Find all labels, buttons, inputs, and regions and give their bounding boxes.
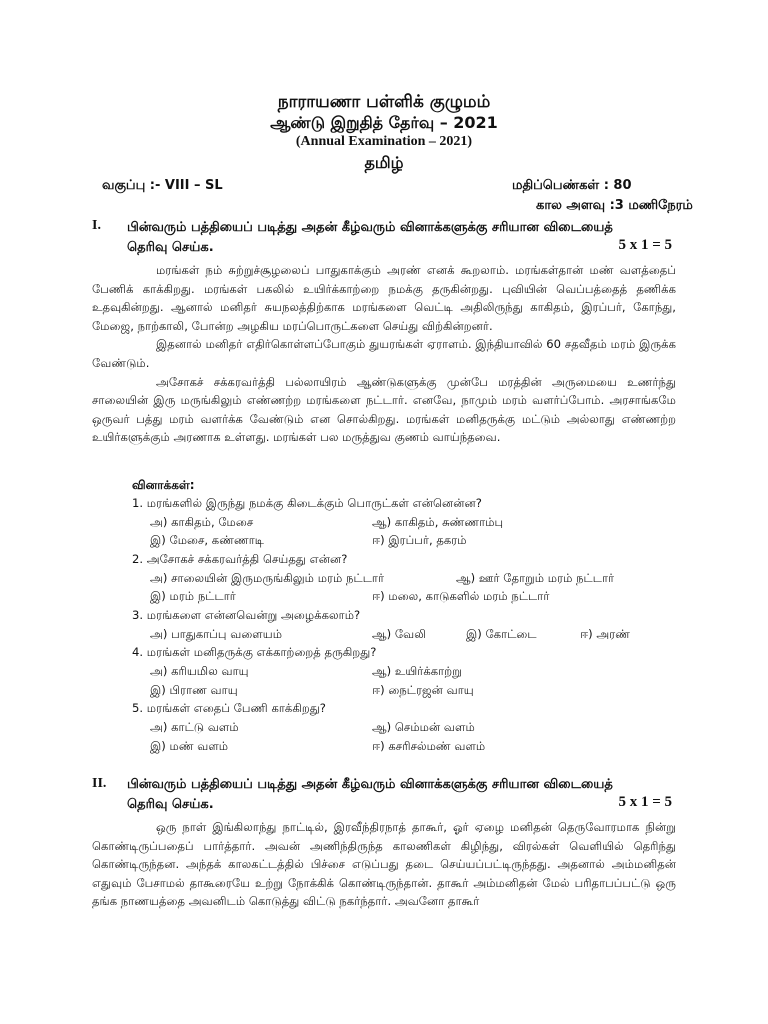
class-label: வகுப்பு :- VIII – SL [102,178,223,193]
passage-paragraph: ஒரு நாள் இங்கிலாந்து நாட்டில், இரவீந்திரநாத் தாகூர், ஓர் ஏழை மனிதன் தெருவோரமாக நின்று கொண்டிருப்பதைப் பார்த்தார். அவன் அணிந்திருந்த காலணிகள் கிழிந்து, விரல்கள் வெளியில் தெரிந்து கொண்டிருந்தன. அந்தக் காலகட்டத்தில் பிச்சை எடுப்பது தடை செய்யப்பட்டிருந்தது. அதனால் அம்மனிதன் எதுவும் பேசாமல் தாகூரையே உற்று நோக்கிக் கொண்டிருந்தான். தாகூர் அம்மனிதன் மேல் பரிதாபப்பட்டு ஒரு தங்க நாணயத்தை அவனிடம் கொடுத்து விட்டு நகர்ந்தார். அவனோ தாகூர் [92,820,676,909]
question-4: 4. மரங்கள் மனிதருக்கு எக்காற்றைத் தருகிறது? [132,645,377,659]
passage-paragraph: இதனால் மனிதர் எதிர்கொள்ளப்போகும் துயரங்கள் ஏராளம். இந்தியாவில் 60 சதவீதம் மரம் இருக்க வேண்டும். [92,337,676,370]
option-a: அ) பாதுகாப்பு வளையம் [150,627,283,641]
option-a: அ) கரியமில வாயு [150,664,249,678]
option-d: ஈ) நைட்ரஜன் வாயு [372,683,474,697]
section-2-passage [92,818,676,911]
passage-paragraph: மரங்கள் நம் சுற்றுச்சூழலைப் பாதுகாக்கும் அரண் எனக் கூறலாம். மரங்கள்தான் மண் வளத்தைப் பேணிக் காக்கிறது. மரங்கள் பகலில் உயிர்க்காற்றை நமக்கு தருகின்றது. புவியின் வெப்பத்தைத் தணிக்க உதவுகின்றது. ஆனால் மனிதர் சுயநலத்திற்காக மரங்களை வெட்டி அதிலிருந்து காகிதம், இரப்பர், கோந்து, மேஜை, நாற்காலி, போன்ற அழகிய மரப்பொருட்களை செய்து விற்கின்றனர். [92,263,676,333]
section-2-instruction-cont: தெரிவு செய்க. [127,797,214,812]
option-d: ஈ) மலை, காடுகளில் மரம் நட்டார் [372,589,550,603]
question-2: 2. அசோகச் சக்கரவர்த்தி செய்தது என்ன? [132,552,348,566]
option-a: அ) சாலையின் இருமருங்கிலும் மரம் நட்டார் [150,571,385,585]
option-a: அ) காகிதம், மேசை [150,515,254,529]
section-1-number: I. [92,218,101,233]
section-2-instruction: பின்வரும் பத்தியைப் படித்து அதன் கீழ்வரும் வினாக்களுக்கு சரியான விடையைத் [127,777,613,792]
section-2-number: II. [92,776,107,791]
option-b: ஆ) வேலி [372,627,427,641]
option-d: ஈ) இரப்பர், தகரம் [372,533,467,547]
option-c: இ) மேசை, கண்ணாடி [150,533,265,547]
question-3: 3. மரங்களை என்னவென்று அழைக்கலாம்? [132,608,361,622]
option-b: ஆ) செம்மன் வளம் [372,720,475,734]
option-b: ஆ) ஊர் தோறும் மரம் நட்டார் [456,571,615,585]
option-a: அ) காட்டு வளம் [150,720,239,734]
section-1-marks: 5 x 1 = 5 [618,237,672,253]
total-marks: மதிப்பெண்கள் : 80 [512,178,632,193]
exam-title-english: (Annual Examination – 2021) [295,134,473,149]
duration: கால அளவு :3 மணிநேரம் [536,198,693,213]
section-1-instruction-cont: தெரிவு செய்க. [127,240,214,255]
question-5: 5. மரங்கள் எதைப் பேணி காக்கிறது? [132,701,326,715]
option-c: இ) பிராண வாயு [150,683,238,697]
option-d: ஈ) அரண் [580,627,631,641]
questions-heading: வினாக்கள்: [132,478,195,492]
section-1-passage [92,261,676,447]
section-2-marks: 5 x 1 = 5 [618,794,672,810]
subject-title: தமிழ் [364,153,404,172]
question-1: 1. மரங்களில் இருந்து நமக்கு கிடைக்கும் பொருட்கள் என்னென்ன? [132,496,482,510]
option-c: இ) கோட்டை [466,627,537,641]
passage-paragraph: அசோகச் சக்கரவர்த்தி பல்லாயிரம் ஆண்டுகளுக்கு முன்பே மரத்தின் அருமையை உணர்ந்து சாலையின் இரு மருங்கிலும் எண்ணற்ற மரங்களை நட்டார். எனவே, நாமும் மரம் வளர்ப்போம். அரசாங்கமே ஒருவர் பத்து மரம் வளர்க்க வேண்டும் என சொல்கிறது. மரங்கள் மனிதருக்கு மட்டும் அல்லாது எண்ணற்ற உயிர்களுக்கும் அரணாக உள்ளது. மரங்கள் பல மருத்துவ குணம் வாய்ந்தவை. [92,374,676,445]
option-b: ஆ) உயிர்க்காற்று [372,664,462,678]
option-c: இ) மரம் நட்டார் [150,589,236,603]
school-name: நாராயணா பள்ளிக் குழுமம் [277,92,491,112]
option-d: ஈ) கசரிசல்மண் வளம் [372,739,486,753]
section-1-instruction: பின்வரும் பத்தியைப் படித்து அதன் கீழ்வரும் வினாக்களுக்கு சரியான விடையைத் [127,220,613,235]
option-b: ஆ) காகிதம், சுண்ணாம்பு [372,515,504,529]
exam-title: ஆண்டு இறுதித் தேர்வு – 2021 [270,113,498,132]
option-c: இ) மண் வளம் [150,739,229,753]
